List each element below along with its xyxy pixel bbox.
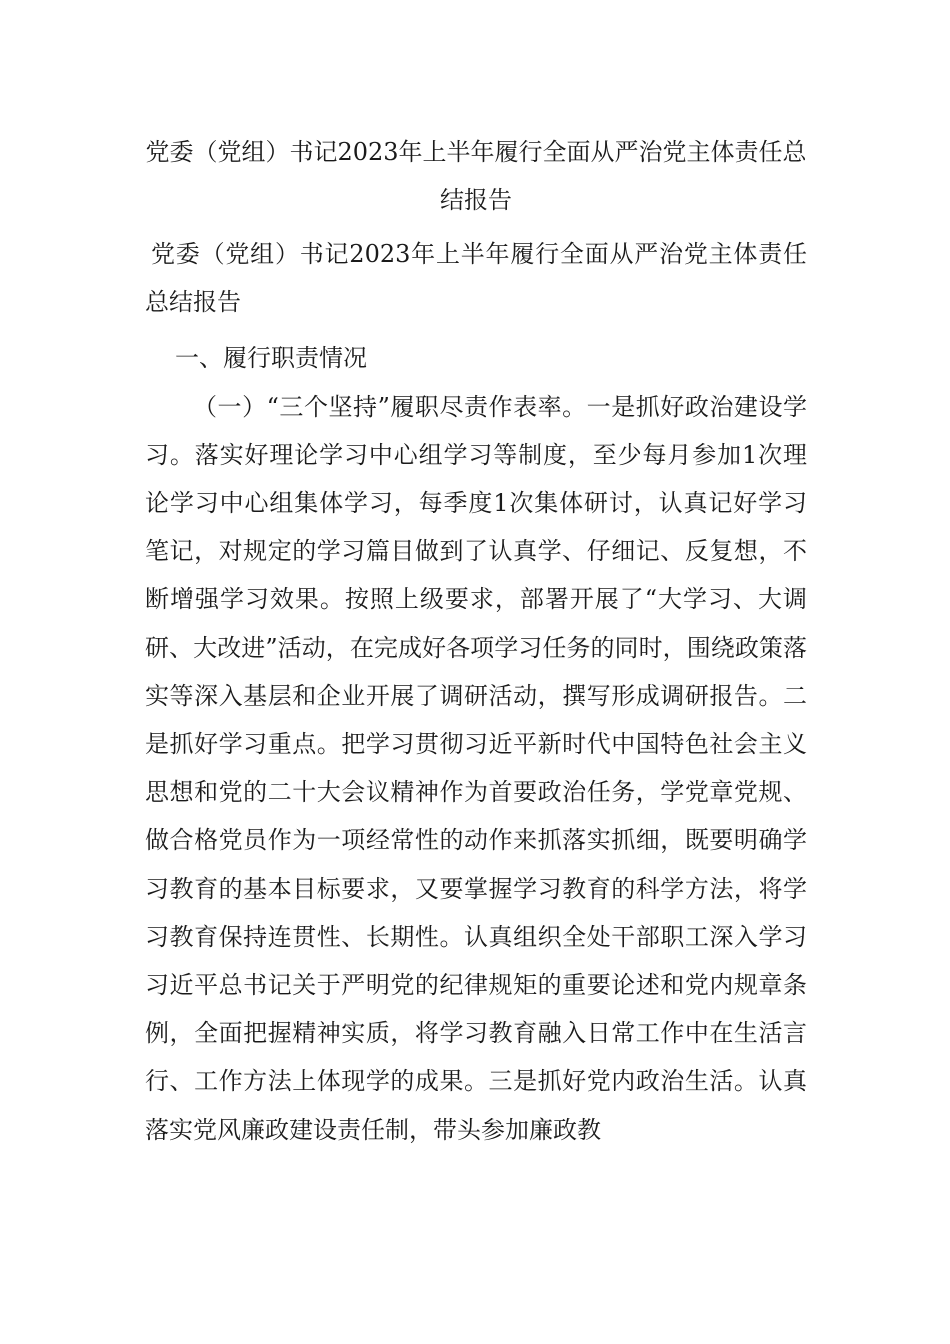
body-paragraph: （一）“三个坚持”履职尽责作表率。一是抓好政治建设学习。落实好理论学习中心组学习等制度，至少每月参加1次理论学习中心组集体学习，每季度1次集体研讨，认真记好学习笔记，对规定的学习篇目做到了认真学、仔细记、反复想，不断增强学习效果。按照上级要求，部署开展了“大学习、大调研、大改进”活动，在完成好各项学习任务的同时，围绕政策落实等深入基层和企业开展了调研活动，撰写形成调研报告。二是抓好学习重点。把学习贯彻习近平新时代中国特色社会主义思想和党的二十大会议精神作为首要政治任务，学党章党规、做合格党员作为一项经常性的动作来抓落实抓细，既要明确学习教育的基本目标要求，又要掌握学习教育的科学方法，将学习教育保持连贯性、长期性。认真组织全处干部职工深入学习习近平总书记关于严明党的纪律规矩的重要论述和党内规章条例，全面把握精神实质，将学习教育融入日常工作中在生活言行、工作方法上体现学的成果。三是抓好党内政治生活。认真落实党风廉政建设责任制，带头参加廉政教 bbox=[145, 392, 807, 1144]
document-title: 党委（党组）书记2023年上半年履行全面从严治党主体责任总结报告 bbox=[145, 138, 807, 214]
section-heading: 一、履行职责情况 bbox=[175, 344, 367, 373]
document-subtitle: 党委（党组）书记2023年上半年履行全面从严治党主体责任总结报告 bbox=[145, 240, 807, 317]
document-body bbox=[145, 230, 807, 1154]
